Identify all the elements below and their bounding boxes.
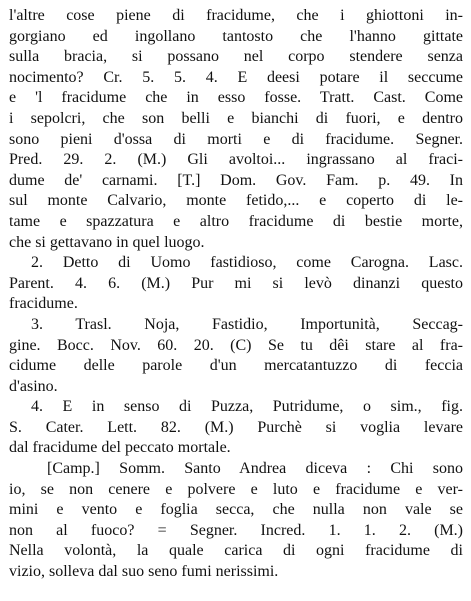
paragraph-4 xyxy=(9,397,463,459)
text-line: cidume delle parole d'un mercatantuzzo di feccia xyxy=(9,357,463,375)
text-line: l'altre cose piene di fracidume, che i ghiottoni in- xyxy=(9,7,463,24)
text-line: i sepolcri, che son belli e bianchi di fuori, e dentro xyxy=(9,109,463,127)
text-line: Pred. 29. 2. (M.) Gli avoltoi... ingrassano al fraci- xyxy=(9,151,463,169)
text-line: vizio, solleva dal suo seno fumi nerissimi. xyxy=(9,563,279,581)
text-line: nocimento? Cr. 5. 5. 4. E deesi potare il seccume xyxy=(9,68,463,86)
text-line: gorgiano ed ingollano tantosto che l'hanno gittate xyxy=(9,27,463,45)
text-line: io, se non cenere e polvere e luto e fracidume e ver- xyxy=(9,480,463,498)
paragraph-2 xyxy=(9,253,463,315)
text-line: sul monte Calvario, monte fetido,... e coperto di le- xyxy=(9,192,463,210)
text-line: dume de' carnami. [T.] Dom. Gov. Fam. p. 49. In xyxy=(9,171,463,189)
text-line: tame e spazzatura e altro fracidume di bestie morte, xyxy=(9,212,463,230)
text-line: dal fracidume del peccato mortale. xyxy=(9,439,231,457)
dictionary-entry-text xyxy=(9,6,463,583)
paragraph-1 xyxy=(9,6,463,253)
text-line: mini e vento e foglia secca, che nulla non vale se xyxy=(9,501,463,519)
text-line: 3. Trasl. Noja, Fastidio, Importunità, Seccag- xyxy=(31,315,463,333)
text-line: Parent. 4. 6. (M.) Pur mi si levò dinanzi questo xyxy=(9,274,463,292)
text-line: 4. E in senso di Puzza, Putridume, o sim., fig. xyxy=(31,398,463,416)
text-line: sulla bracia, si possano nel corpo stendere senza xyxy=(9,48,463,66)
text-line: Nella volontà, la quale carica di ogni fracidume di xyxy=(9,542,463,560)
paragraph-3 xyxy=(9,315,463,397)
paragraph-5 xyxy=(9,459,463,583)
text-line: sono pieni d'ossa di morti e di fracidume. Segner. xyxy=(9,130,463,148)
text-line: fracidume. xyxy=(9,295,78,313)
text-line: e 'l fracidume che in esso fosse. Tratt. Cast. Come xyxy=(9,89,463,107)
text-line: [Camp.] Somm. Santo Andrea diceva : Chi sono xyxy=(47,460,463,478)
text-line: S. Cater. Lett. 82. (M.) Purchè si voglia levare xyxy=(9,418,463,436)
text-line: che si gettavano in quel luogo. xyxy=(9,233,205,251)
text-line: non al fuoco? = Segner. Incred. 1. 1. 2. (M.) xyxy=(9,521,463,539)
text-line: 2. Detto di Uomo fastidioso, come Carogna. Lasc. xyxy=(31,254,463,272)
text-line: gine. Bocc. Nov. 60. 20. (C) Se tu dêi stare al fra- xyxy=(9,336,463,354)
text-line: d'asino. xyxy=(9,377,58,395)
